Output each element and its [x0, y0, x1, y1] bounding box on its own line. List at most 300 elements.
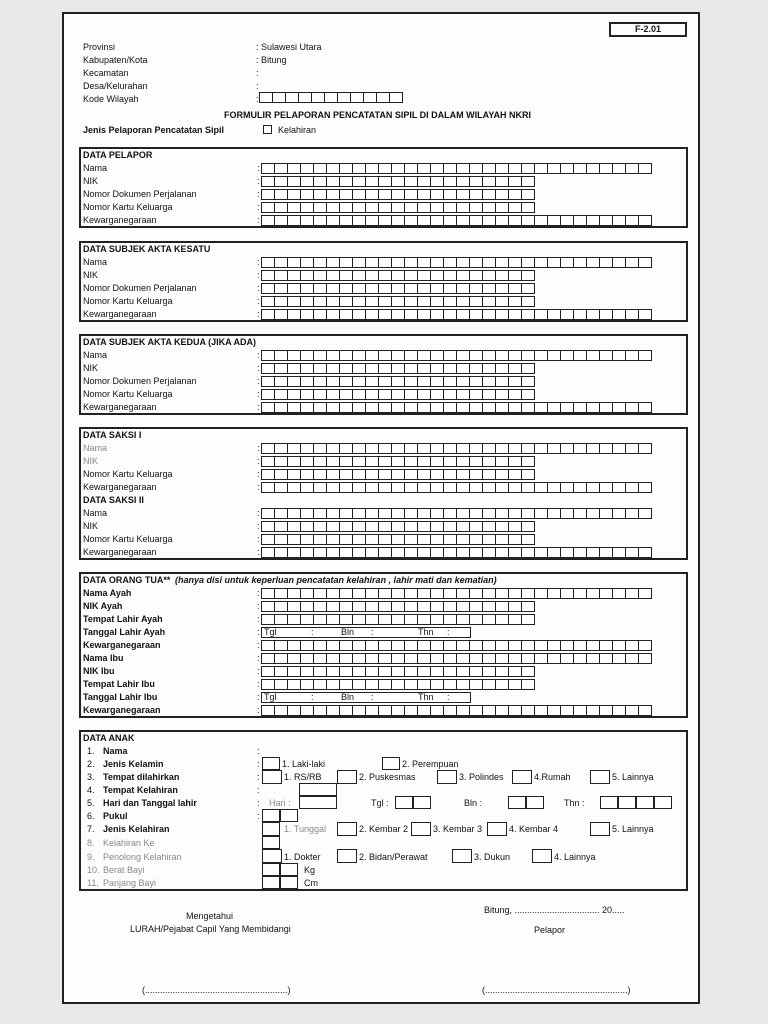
checkbox[interactable]	[590, 770, 610, 784]
input-cell[interactable]	[300, 653, 314, 664]
input-cell[interactable]	[378, 469, 392, 480]
input-cell[interactable]	[508, 215, 522, 226]
input-cell[interactable]	[404, 402, 418, 413]
input-cell[interactable]	[287, 270, 301, 281]
input-cell[interactable]	[300, 508, 314, 519]
input-cell[interactable]	[274, 534, 288, 545]
section-pelapor-cells[interactable]	[261, 176, 534, 187]
input-cell[interactable]	[352, 547, 366, 558]
input-cell[interactable]	[391, 350, 405, 361]
saksi-2-cells[interactable]	[261, 521, 534, 532]
input-cell[interactable]	[339, 508, 353, 519]
input-cell[interactable]	[339, 270, 353, 281]
input-cell[interactable]	[482, 376, 496, 387]
input-cell[interactable]	[430, 389, 444, 400]
input-cell[interactable]	[352, 640, 366, 651]
input-cell[interactable]	[443, 176, 457, 187]
input-cell[interactable]	[443, 469, 457, 480]
input-cell[interactable]	[599, 588, 613, 599]
input-cell[interactable]	[573, 402, 587, 413]
input-cell[interactable]	[495, 296, 509, 307]
input-cell[interactable]	[417, 443, 431, 454]
saksi-1-cells[interactable]	[261, 469, 534, 480]
thn-box[interactable]	[654, 796, 672, 809]
input-cell[interactable]	[495, 389, 509, 400]
input-cell[interactable]	[482, 679, 496, 690]
input-cell[interactable]	[612, 163, 626, 174]
input-cell[interactable]	[365, 215, 379, 226]
input-cell[interactable]	[430, 189, 444, 200]
input-cell[interactable]	[495, 640, 509, 651]
input-cell[interactable]	[495, 653, 509, 664]
input-cell[interactable]	[417, 296, 431, 307]
input-cell[interactable]	[495, 614, 509, 625]
input-cell[interactable]	[365, 456, 379, 467]
input-cell[interactable]	[508, 389, 522, 400]
input-cell[interactable]	[287, 547, 301, 558]
input-cell[interactable]	[313, 376, 327, 387]
input-cell[interactable]	[586, 163, 600, 174]
input-cell[interactable]	[625, 588, 639, 599]
input-cell[interactable]	[495, 363, 509, 374]
input-cell[interactable]	[352, 389, 366, 400]
input-cell[interactable]	[521, 389, 535, 400]
input-cell[interactable]	[339, 189, 353, 200]
input-cell[interactable]	[352, 469, 366, 480]
input-cell[interactable]	[612, 350, 626, 361]
input-cell[interactable]	[521, 601, 535, 612]
input-cell[interactable]	[313, 588, 327, 599]
input-cell[interactable]	[391, 666, 405, 677]
input-cell[interactable]	[300, 469, 314, 480]
input-cell[interactable]	[404, 202, 418, 213]
input-cell[interactable]	[469, 257, 483, 268]
input-cell[interactable]	[300, 363, 314, 374]
input-cell[interactable]	[612, 215, 626, 226]
input-cell[interactable]	[391, 679, 405, 690]
input-cell[interactable]	[534, 640, 548, 651]
input-cell[interactable]	[313, 614, 327, 625]
input-cell[interactable]	[287, 257, 301, 268]
input-cell[interactable]	[313, 508, 327, 519]
input-cell[interactable]	[534, 257, 548, 268]
input-cell[interactable]	[586, 588, 600, 599]
input-cell[interactable]	[560, 547, 574, 558]
input-cell[interactable]	[599, 257, 613, 268]
input-cell[interactable]	[365, 296, 379, 307]
input-cell[interactable]	[287, 363, 301, 374]
input-cell[interactable]	[456, 469, 470, 480]
input-cell[interactable]	[495, 163, 509, 174]
input-cell[interactable]	[274, 389, 288, 400]
input-cell[interactable]	[326, 588, 340, 599]
input-cell[interactable]	[521, 376, 535, 387]
input-cell[interactable]	[599, 309, 613, 320]
input-cell[interactable]	[508, 666, 522, 677]
input-cell[interactable]	[326, 350, 340, 361]
input-cell[interactable]	[521, 547, 535, 558]
input-cell[interactable]	[417, 614, 431, 625]
input-cell[interactable]	[339, 640, 353, 651]
input-cell[interactable]	[404, 614, 418, 625]
input-cell[interactable]	[261, 640, 275, 651]
input-cell[interactable]	[313, 640, 327, 651]
input-cell[interactable]	[469, 666, 483, 677]
input-cell[interactable]	[495, 469, 509, 480]
input-cell[interactable]	[586, 402, 600, 413]
input-cell[interactable]	[482, 469, 496, 480]
input-cell[interactable]	[287, 215, 301, 226]
input-cell[interactable]	[521, 215, 535, 226]
input-cell[interactable]	[326, 296, 340, 307]
input-cell[interactable]	[300, 666, 314, 677]
input-cell[interactable]	[625, 640, 639, 651]
input-cell[interactable]	[261, 270, 275, 281]
input-cell[interactable]	[612, 309, 626, 320]
input-cell[interactable]	[521, 482, 535, 493]
checkbox[interactable]	[382, 757, 400, 770]
input-cell[interactable]	[274, 350, 288, 361]
orang-tua-cells[interactable]	[261, 614, 534, 625]
input-cell[interactable]	[521, 588, 535, 599]
input-cell[interactable]	[404, 469, 418, 480]
input-cell[interactable]	[391, 309, 405, 320]
input-cell[interactable]	[287, 482, 301, 493]
input-cell[interactable]	[365, 547, 379, 558]
input-cell[interactable]	[391, 296, 405, 307]
input-cell[interactable]	[573, 443, 587, 454]
input-cell[interactable]	[573, 350, 587, 361]
input-cell[interactable]	[534, 705, 548, 716]
input-cell[interactable]	[300, 283, 314, 294]
input-cell[interactable]	[365, 389, 379, 400]
input-cell[interactable]	[339, 601, 353, 612]
input-cell[interactable]	[326, 521, 340, 532]
input-cell[interactable]	[274, 283, 288, 294]
input-cell[interactable]	[573, 215, 587, 226]
input-cell[interactable]	[274, 176, 288, 187]
input-cell[interactable]	[339, 443, 353, 454]
input-cell[interactable]	[469, 376, 483, 387]
input-cell[interactable]	[300, 705, 314, 716]
input-cell[interactable]	[365, 283, 379, 294]
input-cell[interactable]	[261, 215, 275, 226]
input-cell[interactable]	[391, 588, 405, 599]
input-cell[interactable]	[365, 640, 379, 651]
input-cell[interactable]	[404, 521, 418, 532]
input-cell[interactable]	[482, 257, 496, 268]
input-cell[interactable]	[430, 521, 444, 532]
input-cell[interactable]	[495, 547, 509, 558]
input-cell[interactable]	[404, 283, 418, 294]
input-cell[interactable]	[339, 363, 353, 374]
input-cell[interactable]	[365, 350, 379, 361]
input-cell[interactable]	[521, 640, 535, 651]
input-cell[interactable]	[391, 376, 405, 387]
input-cell[interactable]	[430, 363, 444, 374]
input-cell[interactable]	[456, 389, 470, 400]
input-cell[interactable]	[521, 443, 535, 454]
input-cell[interactable]	[482, 270, 496, 281]
input-cell[interactable]	[378, 176, 392, 187]
input-cell[interactable]	[404, 257, 418, 268]
input-cell[interactable]	[287, 653, 301, 664]
input-cell[interactable]	[326, 679, 340, 690]
input-cell[interactable]	[469, 508, 483, 519]
input-cell[interactable]	[495, 376, 509, 387]
input-cell[interactable]	[378, 296, 392, 307]
input-cell[interactable]	[508, 163, 522, 174]
input-cell[interactable]	[430, 679, 444, 690]
input-cell[interactable]	[599, 653, 613, 664]
input-cell[interactable]	[391, 176, 405, 187]
input-cell[interactable]	[352, 202, 366, 213]
input-cell[interactable]	[482, 350, 496, 361]
input-cell[interactable]	[287, 176, 301, 187]
input-cell[interactable]	[417, 163, 431, 174]
input-cell[interactable]	[508, 189, 522, 200]
input-cell[interactable]	[443, 202, 457, 213]
input-cell[interactable]	[560, 163, 574, 174]
input-cell[interactable]	[378, 521, 392, 532]
input-cell[interactable]	[417, 389, 431, 400]
input-cell[interactable]	[274, 443, 288, 454]
input-cell[interactable]	[456, 296, 470, 307]
input-cell[interactable]	[638, 705, 652, 716]
input-cell[interactable]	[612, 482, 626, 493]
input-cell[interactable]	[300, 389, 314, 400]
input-cell[interactable]	[378, 588, 392, 599]
input-cell[interactable]	[313, 309, 327, 320]
input-cell[interactable]	[300, 640, 314, 651]
date-field[interactable]	[261, 692, 471, 703]
input-cell[interactable]	[521, 163, 535, 174]
input-cell[interactable]	[326, 389, 340, 400]
input-cell[interactable]	[443, 215, 457, 226]
input-cell[interactable]	[443, 257, 457, 268]
input-cell[interactable]	[298, 92, 312, 103]
input-cell[interactable]	[300, 588, 314, 599]
input-cell[interactable]	[352, 270, 366, 281]
input-cell[interactable]	[508, 469, 522, 480]
input-cell[interactable]	[482, 521, 496, 532]
input-cell[interactable]	[352, 679, 366, 690]
input-cell[interactable]	[430, 270, 444, 281]
input-cell[interactable]	[443, 705, 457, 716]
input-cell[interactable]	[482, 202, 496, 213]
section-pelapor-cells[interactable]	[261, 215, 651, 226]
input-cell[interactable]	[521, 202, 535, 213]
input-cell[interactable]	[430, 376, 444, 387]
input-cell[interactable]	[339, 588, 353, 599]
input-cell[interactable]	[391, 283, 405, 294]
input-cell[interactable]	[313, 679, 327, 690]
input-cell[interactable]	[326, 270, 340, 281]
checkbox[interactable]	[532, 849, 552, 863]
input-cell[interactable]	[404, 350, 418, 361]
checkbox[interactable]	[487, 822, 507, 836]
input-cell[interactable]	[352, 309, 366, 320]
input-cell[interactable]	[482, 443, 496, 454]
input-cell[interactable]	[391, 402, 405, 413]
orang-tua-cells[interactable]	[261, 601, 534, 612]
input-cell[interactable]	[456, 547, 470, 558]
input-cell[interactable]	[378, 363, 392, 374]
input-cell[interactable]	[430, 443, 444, 454]
input-cell[interactable]	[638, 508, 652, 519]
input-cell[interactable]	[363, 92, 377, 103]
checkbox-icon[interactable]	[263, 125, 272, 134]
input-cell[interactable]	[376, 92, 390, 103]
input-cell[interactable]	[508, 640, 522, 651]
input-cell[interactable]	[534, 588, 548, 599]
input-cell[interactable]	[339, 176, 353, 187]
input-cell[interactable]	[313, 270, 327, 281]
input-cell[interactable]	[313, 202, 327, 213]
input-cell[interactable]	[417, 547, 431, 558]
input-cell[interactable]	[469, 521, 483, 532]
input-cell[interactable]	[638, 309, 652, 320]
input-cell[interactable]	[378, 350, 392, 361]
kode-wilayah-cells[interactable]	[259, 92, 402, 103]
input-cell[interactable]	[378, 389, 392, 400]
input-cell[interactable]	[326, 202, 340, 213]
input-cell[interactable]	[404, 601, 418, 612]
input-cell[interactable]	[430, 653, 444, 664]
input-cell[interactable]	[586, 705, 600, 716]
input-cell[interactable]	[508, 601, 522, 612]
input-cell[interactable]	[287, 705, 301, 716]
input-cell[interactable]	[391, 601, 405, 612]
input-cell[interactable]	[404, 363, 418, 374]
input-cell[interactable]	[443, 640, 457, 651]
input-cell[interactable]	[313, 176, 327, 187]
input-cell[interactable]	[391, 363, 405, 374]
section-subjek-1-cells[interactable]	[261, 296, 534, 307]
input-cell[interactable]	[547, 653, 561, 664]
input-cell[interactable]	[339, 202, 353, 213]
section-subjek-2-cells[interactable]	[261, 350, 651, 361]
input-cell[interactable]	[469, 482, 483, 493]
input-cell[interactable]	[352, 296, 366, 307]
input-cell[interactable]	[391, 257, 405, 268]
input-cell[interactable]	[261, 296, 275, 307]
input-cell[interactable]	[313, 283, 327, 294]
orang-tua-cells[interactable]	[261, 588, 651, 599]
input-cell[interactable]	[508, 402, 522, 413]
input-cell[interactable]	[443, 666, 457, 677]
input-cell[interactable]	[573, 309, 587, 320]
input-cell[interactable]	[300, 376, 314, 387]
input-cell[interactable]	[612, 402, 626, 413]
input-cell[interactable]	[508, 283, 522, 294]
input-cell[interactable]	[482, 215, 496, 226]
input-cell[interactable]	[638, 402, 652, 413]
input-cell[interactable]	[586, 547, 600, 558]
input-cell[interactable]	[469, 705, 483, 716]
input-cell[interactable]	[469, 215, 483, 226]
checkbox[interactable]	[452, 849, 472, 863]
input-cell[interactable]	[261, 257, 275, 268]
input-cell[interactable]	[261, 350, 275, 361]
input-cell[interactable]	[261, 679, 275, 690]
input-cell[interactable]	[417, 402, 431, 413]
input-cell[interactable]	[259, 92, 273, 103]
input-cell[interactable]	[287, 163, 301, 174]
input-cell[interactable]	[365, 614, 379, 625]
input-cell[interactable]	[456, 640, 470, 651]
input-cell[interactable]	[287, 456, 301, 467]
thn-box[interactable]	[618, 796, 636, 809]
input-cell[interactable]	[287, 443, 301, 454]
input-cell[interactable]	[443, 189, 457, 200]
input-cell[interactable]	[274, 189, 288, 200]
input-cell[interactable]	[352, 653, 366, 664]
input-cell[interactable]	[521, 508, 535, 519]
input-cell[interactable]	[495, 588, 509, 599]
input-cell[interactable]	[547, 402, 561, 413]
input-cell[interactable]	[274, 376, 288, 387]
input-cell[interactable]	[287, 588, 301, 599]
input-cell[interactable]	[378, 640, 392, 651]
input-cell[interactable]	[430, 547, 444, 558]
input-cell[interactable]	[313, 389, 327, 400]
input-cell[interactable]	[378, 456, 392, 467]
input-cell[interactable]	[417, 508, 431, 519]
input-cell[interactable]	[287, 202, 301, 213]
input-cell[interactable]	[495, 679, 509, 690]
input-cell[interactable]	[443, 521, 457, 532]
input-cell[interactable]	[326, 376, 340, 387]
input-cell[interactable]	[272, 92, 286, 103]
input-cell[interactable]	[391, 547, 405, 558]
input-cell[interactable]	[469, 283, 483, 294]
input-cell[interactable]	[469, 547, 483, 558]
input-cell[interactable]	[456, 443, 470, 454]
section-subjek-1-cells[interactable]	[261, 270, 534, 281]
input-cell[interactable]	[326, 456, 340, 467]
input-cell[interactable]	[261, 653, 275, 664]
input-cell[interactable]	[495, 350, 509, 361]
input-cell[interactable]	[456, 679, 470, 690]
input-cell[interactable]	[391, 443, 405, 454]
input-cell[interactable]	[521, 257, 535, 268]
input-cell[interactable]	[456, 508, 470, 519]
input-cell[interactable]	[274, 296, 288, 307]
input-cell[interactable]	[274, 666, 288, 677]
input-cell[interactable]	[313, 601, 327, 612]
input-cell[interactable]	[311, 92, 325, 103]
input-cell[interactable]	[300, 215, 314, 226]
input-cell[interactable]	[391, 508, 405, 519]
input-cell[interactable]	[430, 202, 444, 213]
input-cell[interactable]	[469, 189, 483, 200]
input-cell[interactable]	[430, 296, 444, 307]
input-cell[interactable]	[391, 163, 405, 174]
input-cell[interactable]	[599, 508, 613, 519]
input-cell[interactable]	[339, 283, 353, 294]
input-cell[interactable]	[586, 215, 600, 226]
input-cell[interactable]	[404, 588, 418, 599]
input-cell[interactable]	[352, 257, 366, 268]
input-cell[interactable]	[560, 257, 574, 268]
input-cell[interactable]	[287, 376, 301, 387]
input-cell[interactable]	[443, 163, 457, 174]
saksi-1-cells[interactable]	[261, 482, 651, 493]
input-cell[interactable]	[482, 176, 496, 187]
input-cell[interactable]	[508, 705, 522, 716]
input-cell[interactable]	[521, 521, 535, 532]
